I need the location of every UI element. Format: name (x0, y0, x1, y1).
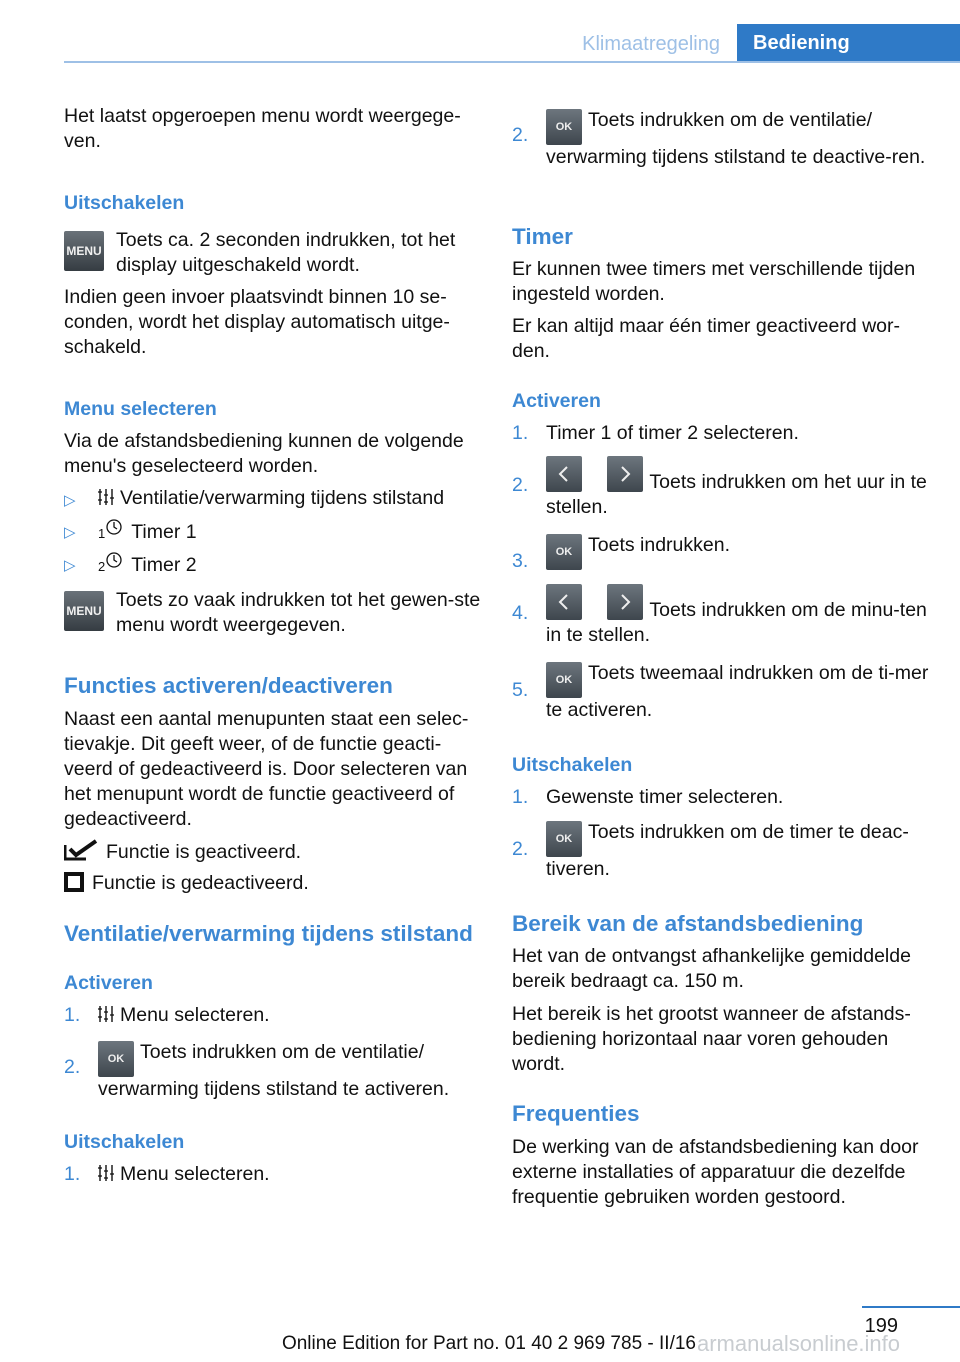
list-item: 2. Toets indrukken om het uur in te stellen. (512, 456, 932, 520)
parking-vent-icon (98, 487, 114, 507)
list-item: 2. OK Toets indrukken om de ventilatie/ verwarming tijdens stilstand te deactive-ren. (512, 109, 926, 168)
edition-text: Online Edition for Part no. 01 40 2 969 785 - II/16 (281, 1333, 696, 1354)
menu-key-icon: MENU (64, 231, 104, 271)
ok-key-icon: OK (546, 662, 582, 698)
timer-paragraph-2: Er kan altijd maar één timer geactiveerd wor- den. (512, 315, 900, 362)
intro-paragraph: Het laatst opgeroepen menu wordt weergege- ven. (64, 105, 461, 152)
arrow-left-key-icon (546, 456, 582, 492)
list-item: 2. OK Toets indrukken om de timer te deac-tiveren. (512, 821, 909, 880)
menu-key-row-1 (64, 228, 482, 278)
list-item: 5. OK Toets tweemaal indrukken om de ti-mer te activeren. (512, 662, 929, 721)
header-chapter-tab: Bediening (737, 24, 960, 63)
ok-key-icon: OK (546, 821, 582, 857)
functies-paragraph: Naast een aantal menupunten staat een selec- tievakje. Dit geeft weer, of de functie geacti- veerd of gedeactiveerd is. Door selecteren van het menupunt wordt de functie geactiveerd of gedeactiveerd. (64, 708, 469, 830)
list-item: 1. Gewenste timer selecteren. (512, 786, 784, 808)
list-item: ▷ Ventilatie/verwarming tijdens stilstand (64, 487, 445, 509)
list-item: 1. Timer 1 of timer 2 selecteren. (512, 422, 799, 444)
list-item: 4. Toets indrukken om de minu-ten in te stellen. (512, 584, 932, 648)
bereik-paragraph-2: Het bereik is het grootst wanneer de afstands- bediening horizontaal naar voren gehouden wordt. (512, 1003, 911, 1075)
bereik-paragraph-1: Het van de ontvangst afhankelijke gemiddelde bereik bedraagt ca. 150 m. (512, 945, 911, 992)
page-number: 199 (864, 1315, 898, 1337)
timer-heading: Timer (512, 224, 573, 249)
checkmark-icon (64, 839, 98, 861)
list-item: ▷ 2 Timer 2 (64, 551, 482, 579)
bereik-heading: Bereik van de afstandsbediening (512, 911, 864, 936)
frequenties-paragraph: De werking van de afstandsbediening kan door externe installaties of apparatuur die dezelfde frequentie gebruiken worden gestoord. (512, 1136, 919, 1208)
list-item: ▷ 1 Timer 1 (64, 518, 482, 546)
menu-key-text-1: Toets ca. 2 seconden indrukken, tot het display uitgeschakeld wordt. (116, 229, 456, 276)
frequenties-heading: Frequenties (512, 1101, 640, 1126)
timer-uitschakelen-heading: Uitschakelen (512, 754, 633, 776)
uit-paragraph-2: Indien geen invoer plaatsvindt binnen 10 se- conden, wordt het display automatisch uitge- schakeld. (64, 286, 450, 358)
menu-select-text: Via de afstandsbediening kunnen de volgende menu's geselecteerd worden. (64, 430, 464, 477)
uitschakelen-heading-2: Uitschakelen (64, 1131, 185, 1153)
menu-select-heading: Menu selecteren (64, 398, 217, 420)
activeren-heading: Activeren (64, 972, 153, 994)
list-item: 3. OK Toets indrukken. (512, 534, 730, 572)
arrow-right-key-icon (607, 584, 643, 620)
header-rule (64, 61, 960, 63)
timer-clock-icon (105, 518, 123, 536)
ventilatie-heading: Ventilatie/verwarming tijdens stilstand (64, 921, 473, 946)
arrow-right-key-icon (607, 456, 643, 492)
ok-key-icon: OK (98, 1041, 134, 1077)
functies-heading: Functies activeren/deactiveren (64, 673, 393, 698)
ok-key-icon: OK (546, 534, 582, 570)
menu-key-row-2 (64, 588, 482, 638)
timer-clock-icon (105, 551, 123, 569)
timer-paragraph-1: Er kunnen twee timers met verschillende tijden ingesteld worden. (512, 258, 916, 305)
list-item: 1. Menu selecteren. (64, 1004, 270, 1026)
footer-rule (862, 1306, 960, 1308)
ok-key-icon: OK (546, 109, 582, 145)
menu-key-icon: MENU (64, 591, 104, 631)
arrow-left-key-icon (546, 584, 582, 620)
header-section-tab: Klimaatregeling (582, 33, 720, 55)
uitschakelen-heading: Uitschakelen (64, 192, 185, 214)
activated-legend: Functie is geactiveerd. (64, 839, 482, 865)
parking-vent-icon (98, 1163, 114, 1183)
deactivated-legend: Functie is gedeactiveerd. (64, 871, 482, 896)
empty-checkbox-icon (64, 872, 84, 892)
parking-vent-icon (98, 1004, 114, 1024)
menu-key-text-2: Toets zo vaak indrukken tot het gewen-ste menu wordt weergegeven. (116, 589, 481, 636)
watermark: armanualsonline.info (697, 1331, 901, 1356)
timer-activeren-heading: Activeren (512, 390, 601, 412)
list-item: 2. OK Toets indrukken om de ventilatie/ verwarming tijdens stilstand te activeren. (64, 1041, 450, 1100)
list-item: 1. Menu selecteren. (64, 1163, 270, 1185)
